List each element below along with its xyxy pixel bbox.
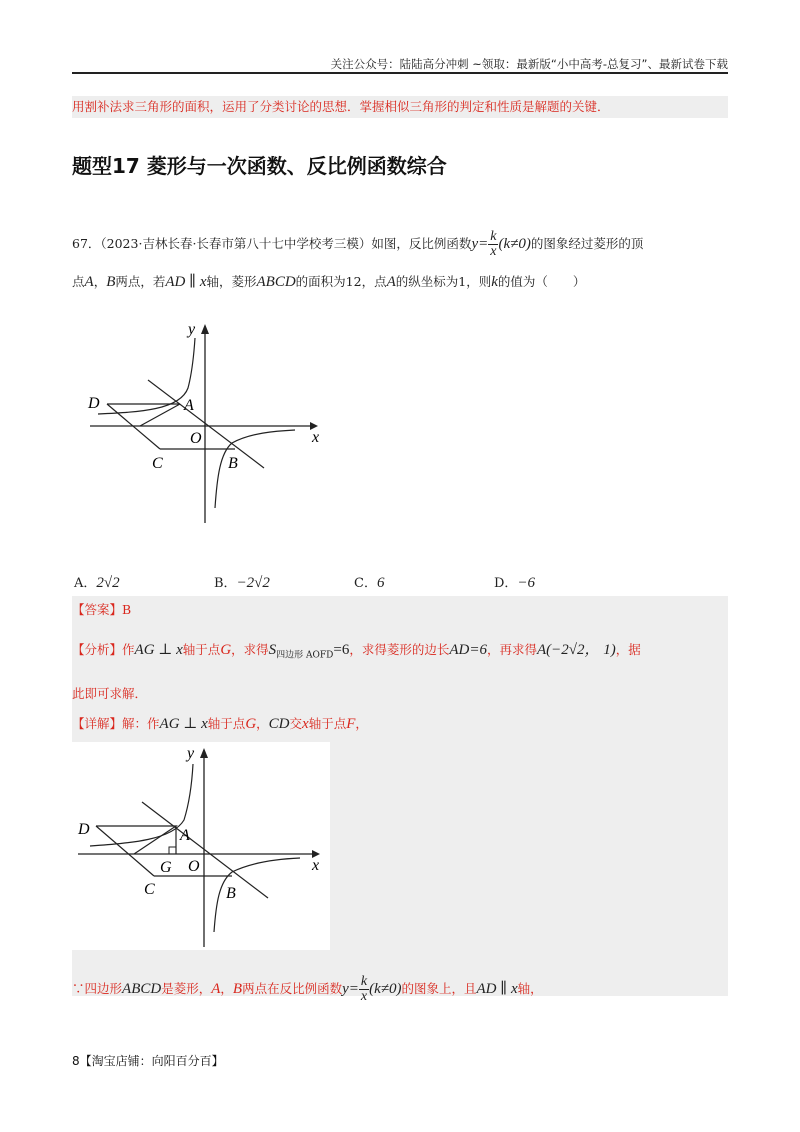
- answer-tag: 【答案】: [72, 602, 123, 617]
- ag-perp: AG ⊥ x: [159, 716, 208, 732]
- a-text: 轴于点: [182, 642, 221, 657]
- question-text-2: 的图象经过菱形的顶: [530, 236, 644, 251]
- question-text: 如图，反比例函数: [371, 236, 472, 251]
- detail-line: [72, 714, 728, 734]
- b-text: 轴，: [517, 981, 543, 996]
- because-symbol: ∵: [72, 981, 85, 996]
- function-fraction: [488, 230, 498, 259]
- q-text: 的纵坐标为1，则: [395, 274, 492, 289]
- label-c: C: [144, 881, 155, 898]
- area-sub: 四边形 AOFD: [276, 650, 334, 661]
- option-value: −6: [517, 575, 536, 591]
- y-axis-arrow: [200, 748, 208, 758]
- q-text: 的面积为12，点: [295, 274, 387, 289]
- q-sep: ，: [93, 274, 107, 289]
- label-o: O: [188, 858, 200, 875]
- area-s: S: [268, 642, 277, 658]
- option-a[interactable]: [74, 572, 120, 592]
- label-b: B: [226, 885, 236, 902]
- label-d: D: [88, 395, 100, 412]
- analysis-line-1: [72, 640, 728, 666]
- option-value: 2√2: [96, 575, 120, 591]
- label-c: C: [152, 455, 163, 472]
- a-text: ，求得菱形的边长: [349, 642, 450, 657]
- point-a: A: [84, 274, 94, 290]
- a-text: ，据: [615, 642, 641, 657]
- page-footer: 8【淘宝店铺：向阳百分百】: [72, 1054, 224, 1068]
- d-text: ，: [256, 716, 269, 731]
- point-b: B: [106, 274, 116, 290]
- label-y: y: [187, 745, 195, 762]
- ad-parallel: AD ∥ x: [476, 981, 518, 997]
- label-d: D: [78, 821, 90, 838]
- option-b[interactable]: [214, 572, 270, 592]
- page-header: 关注公众号：陆陆高分冲刺 ~领取：最新版“小中高考-总复习”、最新试卷下载: [330, 57, 728, 71]
- a-coordinate: A(−2√2， 1): [537, 642, 616, 658]
- label-a: A: [184, 397, 194, 414]
- option-letter: D．: [494, 576, 518, 591]
- point-f: F: [346, 716, 356, 732]
- function-fraction: [359, 975, 369, 1004]
- func-condition: (k≠0): [369, 981, 402, 997]
- label-o: O: [190, 430, 202, 447]
- intro-note: 用割补法求三角形的面积，运用了分类讨论的思想．掌握相似三角形的判定和性质是解题的关键．: [72, 96, 728, 118]
- detail-tag: 【详解】: [72, 716, 123, 731]
- point-g: G: [245, 716, 257, 732]
- figure-1-graph: [80, 318, 340, 528]
- point-a: A: [386, 274, 396, 290]
- point-a: A: [211, 981, 221, 997]
- d-text: 解：作: [122, 716, 160, 731]
- figure-1: [80, 318, 340, 528]
- label-y: y: [188, 321, 196, 338]
- label-x: x: [312, 429, 320, 446]
- b-text: 的图象上，且: [401, 981, 477, 996]
- section-heading: 题型17 菱形与一次函数、反比例函数综合: [72, 154, 447, 178]
- option-letter: A．: [74, 576, 97, 591]
- rhombus-edge-da: [107, 404, 180, 426]
- q-text: 的值为（ ）: [497, 274, 586, 289]
- a-text: ，再求得: [486, 642, 537, 657]
- q-text: 点: [72, 274, 85, 289]
- answer-value: B: [122, 602, 132, 617]
- hyperbola-branch-upper: [98, 338, 195, 414]
- func-y: y: [342, 981, 349, 997]
- point-b: B: [232, 981, 243, 997]
- k-var: k: [491, 274, 498, 290]
- q-text: 轴，菱形: [206, 274, 257, 289]
- figure-2: [72, 742, 330, 950]
- question-number: 67．: [72, 236, 101, 251]
- a-text: 作: [122, 642, 135, 657]
- q-text: 两点，若: [115, 274, 166, 289]
- func-condition: (k≠0): [498, 236, 531, 252]
- ag-perp: AG ⊥ x: [134, 642, 183, 658]
- b-text: 是菱形，: [161, 981, 212, 996]
- answer-line: [72, 600, 131, 620]
- label-g: G: [160, 859, 172, 876]
- a-text: ，求得: [231, 642, 269, 657]
- line-ab: [148, 380, 264, 468]
- question-line-2: [72, 272, 728, 292]
- rhombus-abcd: ABCD: [122, 981, 162, 997]
- right-angle-mark: [169, 847, 176, 854]
- frac-numerator: k: [360, 974, 368, 989]
- frac-denominator: x: [360, 989, 368, 1004]
- x-var: x: [302, 716, 309, 732]
- cd-seg: CD: [268, 716, 290, 732]
- option-c[interactable]: [354, 572, 384, 592]
- analysis-line-2: 此即可求解．: [72, 686, 148, 701]
- d-text: 轴于点: [207, 716, 246, 731]
- because-line: ∵四边形ABCD是菱形，A，B两点在反比例函数y= $\frac{k}{x}$ (k≠0)的图象上，且AD ∥ x轴，: [72, 974, 543, 1004]
- func-y: y: [471, 236, 479, 252]
- option-value: 6: [376, 575, 385, 591]
- d-text: ，: [355, 716, 368, 731]
- rhombus-edge-da: [96, 826, 176, 854]
- ad-parallel: AD ∥ x: [165, 274, 207, 290]
- label-a: A: [180, 827, 190, 844]
- header-divider: [72, 72, 728, 74]
- frac-denominator: x: [490, 244, 497, 259]
- b-sep: ，: [220, 981, 233, 996]
- label-x: x: [312, 857, 320, 874]
- option-letter: B．: [214, 576, 237, 591]
- figure-2-graph: [72, 742, 330, 950]
- d-text: 交: [289, 716, 303, 731]
- rhombus-abcd: ABCD: [256, 274, 296, 290]
- b-text: 四边形: [84, 981, 123, 996]
- frac-numerator: k: [490, 229, 497, 244]
- option-d[interactable]: [494, 572, 535, 592]
- hyperbola-branch-lower: [215, 430, 295, 508]
- question-line-1: 67．（2023·吉林长春·长春市第八十七中学校考三模）如图，反比例函数y= $\frac{k}{x}$ (k≠0)的图象经过菱形的顶: [72, 229, 644, 259]
- area-val: =6: [333, 642, 350, 658]
- option-value: −2√2: [236, 575, 270, 591]
- y-axis-arrow: [201, 324, 209, 334]
- rhombus-edge-dc: [96, 826, 154, 876]
- question-source: （2023·吉林长春·长春市第八十七中学校考三模）: [100, 236, 372, 251]
- ad-length: AD=6: [449, 642, 487, 658]
- line-ab: [142, 802, 268, 898]
- analysis-tag: 【分析】: [72, 642, 123, 657]
- label-b: B: [228, 455, 238, 472]
- d-text: 轴于点: [308, 716, 347, 731]
- point-g: G: [220, 642, 232, 658]
- option-letter: C．: [354, 576, 377, 591]
- b-text: 两点在反比例函数: [242, 981, 343, 996]
